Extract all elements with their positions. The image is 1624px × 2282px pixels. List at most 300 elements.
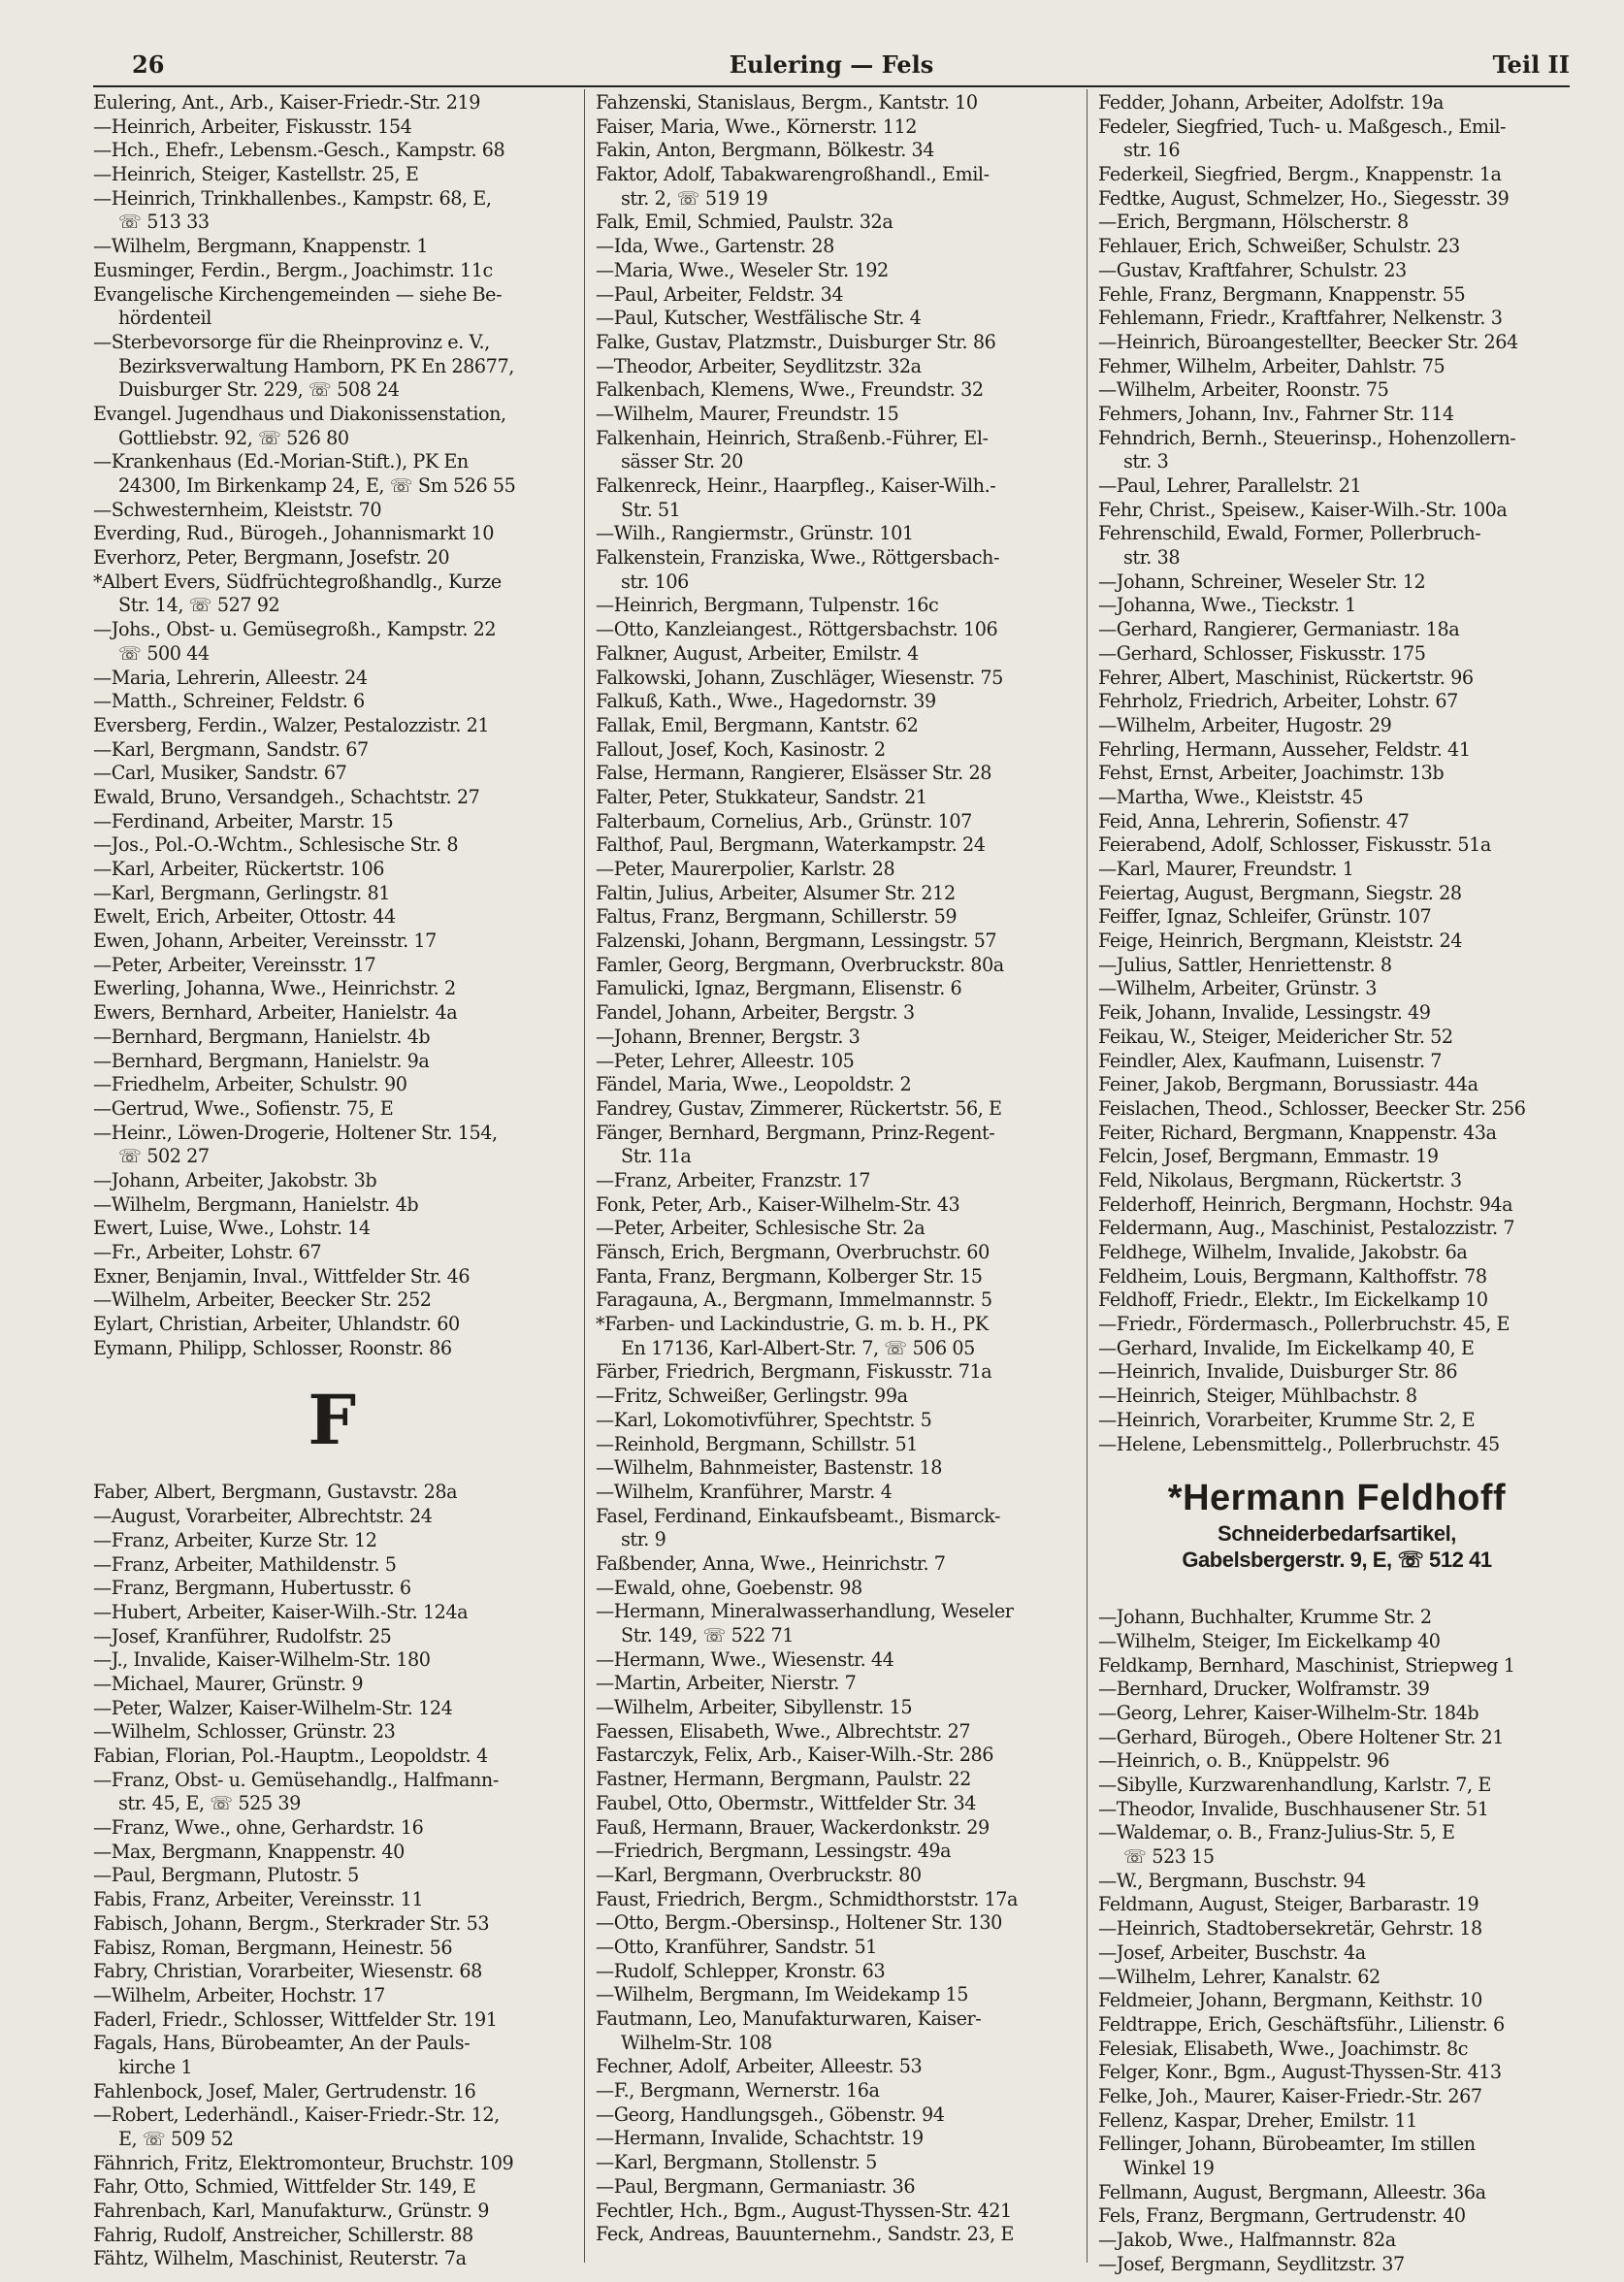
entry-line: —Wilhelm, Lehrer, Kanalstr. 62	[1098, 1965, 1380, 1988]
directory-entry	[596, 1241, 1073, 1265]
entry-continuation: str. 106	[621, 570, 689, 593]
directory-entry	[596, 115, 1073, 140]
directory-entry	[596, 833, 1073, 858]
entry-line: Falzenski, Johann, Bergmann, Lessingstr. 57	[596, 929, 997, 953]
ad-address: Gabelsbergerstr. 9, E, ☏ 512 41	[1182, 1548, 1492, 1573]
directory-entry	[1098, 690, 1575, 714]
directory-entry	[596, 1864, 1073, 1888]
entry-line: Ewers, Bernhard, Arbeiter, Hanielstr. 4a	[93, 1001, 458, 1025]
directory-entry	[1098, 1097, 1575, 1122]
directory-entry	[1098, 667, 1575, 691]
directory-entry	[93, 810, 570, 834]
entry-line: Falkenreck, Heinr., Haarpfleg., Kaiser-Wilh.-	[596, 474, 996, 497]
entry-line: —Heinrich, Büroangestellter, Beecker Str. 264	[1098, 330, 1518, 353]
directory-entry	[93, 546, 570, 570]
directory-entry	[1098, 211, 1575, 235]
directory-entry	[1098, 1001, 1575, 1026]
entry-line: —Bernhard, Bergmann, Hanielstr. 9a	[93, 1049, 430, 1072]
entry-line: Eymann, Philipp, Schlosser, Roonstr. 86	[93, 1336, 452, 1359]
entry-line: Feiner, Jakob, Bergmann, Borussiastr. 44a	[1098, 1073, 1478, 1096]
entry-line: —Heinrich, Stadtobersekretär, Gehrstr. 18	[1098, 1917, 1482, 1940]
entry-line: —Ida, Wwe., Gartenstr. 28	[596, 235, 834, 258]
entry-line: —Gertrud, Wwe., Sofienstr. 75, E	[93, 1096, 394, 1120]
entry-line: Fahzenski, Stanislaus, Bergm., Kantstr. 10	[596, 91, 978, 114]
directory-entry	[596, 474, 1073, 522]
entry-line: Falkuß, Kath., Wwe., Hagedornstr. 39	[596, 690, 936, 713]
entry-line: —Hubert, Arbeiter, Kaiser-Wilh.-Str. 124a	[93, 1600, 469, 1623]
page-header	[93, 50, 1570, 85]
entry-line: Ewert, Luise, Wwe., Lohstr. 14	[93, 1217, 371, 1240]
directory-entry	[596, 1193, 1073, 1218]
directory-entry	[596, 1911, 1073, 1936]
entry-line: —Johann, Brenner, Bergstr. 3	[596, 1025, 861, 1048]
entry-line: —Franz, Wwe., ohne, Gerhardstr. 16	[93, 1816, 424, 1840]
part-label: Teil II	[1492, 50, 1570, 79]
directory-entry	[596, 403, 1073, 427]
entry-line: —Josef, Arbeiter, Buschstr. 4a	[1098, 1940, 1366, 1964]
directory-entry	[596, 378, 1073, 403]
directory-entry	[93, 977, 570, 1001]
directory-entry	[1098, 1654, 1575, 1679]
directory-entry	[93, 522, 570, 546]
directory-entry	[93, 139, 570, 163]
directory-entry	[1098, 1145, 1575, 1169]
entry-continuation: Str. 14, ☏ 527 92	[118, 594, 280, 617]
directory-entry	[93, 1505, 570, 1529]
entry-line: —Schwesternheim, Kleiststr. 70	[93, 498, 382, 521]
directory-entry	[1098, 1193, 1575, 1218]
directory-entry	[596, 1217, 1073, 1241]
directory-entry	[1098, 187, 1575, 212]
entry-continuation: ☏ 523 15	[1123, 1845, 1215, 1869]
directory-entry	[1098, 259, 1575, 283]
entry-line: —Johann, Buchhalter, Krumme Str. 2	[1098, 1606, 1432, 1629]
entry-line: Evangel. Jugendhaus und Diakonissenstation,	[93, 402, 506, 425]
directory-entry	[596, 235, 1073, 259]
directory-entry	[93, 738, 570, 763]
directory-entry	[93, 1625, 570, 1649]
entry-line: Falterbaum, Cornelius, Arb., Grünstr. 107	[596, 809, 972, 832]
directory-entry	[1098, 1073, 1575, 1097]
directory-entry	[1098, 810, 1575, 834]
directory-entry	[93, 833, 570, 858]
directory-entry	[93, 1601, 570, 1625]
entry-continuation: str. 16	[1123, 139, 1181, 162]
directory-entry	[93, 1193, 570, 1218]
entry-line: Fallout, Josef, Koch, Kasinostr. 2	[596, 737, 886, 761]
entry-line: —Wilhelm, Arbeiter, Grünstr. 3	[1098, 977, 1377, 1000]
entry-line: —Gerhard, Invalide, Im Eickelkamp 40, E	[1098, 1336, 1475, 1359]
spacer	[1098, 1573, 1575, 1606]
directory-entry	[1098, 499, 1575, 523]
entry-line: Eylart, Christian, Arbeiter, Uhlandstr. 60	[93, 1313, 460, 1336]
entry-continuation: En 17136, Karl-Albert-Str. 7, ☏ 506 05	[621, 1336, 975, 1359]
entry-line: Fehst, Ernst, Arbeiter, Joachimstr. 13b	[1098, 762, 1445, 785]
entry-line: —Wilhelm, Bahnmeister, Bastenstr. 18	[596, 1456, 943, 1480]
entry-line: —Heinr., Löwen-Drogerie, Holtener Str. 154,	[93, 1121, 498, 1144]
entry-line: —Georg, Lehrer, Kaiser-Wilhelm-Str. 184b	[1098, 1701, 1479, 1724]
directory-entry	[93, 1026, 570, 1050]
directory-entry	[1098, 1265, 1575, 1289]
entry-line: Fautmann, Leo, Manufakturwaren, Kaiser-	[596, 2007, 982, 2030]
entry-line: Feldermann, Aug., Maschinist, Pestalozzistr. 7	[1098, 1217, 1515, 1240]
entry-line: Faiser, Maria, Wwe., Körnerstr. 112	[596, 114, 917, 138]
entry-continuation: hördenteil	[118, 307, 211, 330]
directory-entry	[93, 1960, 570, 1984]
entry-line: Fauß, Hermann, Brauer, Wackerdonkstr. 29	[596, 1815, 990, 1839]
entry-line: Fänsch, Erich, Bergmann, Overbruchstr. 60	[596, 1241, 990, 1263]
entry-line: Fellenz, Kaspar, Dreher, Emilstr. 11	[1098, 2108, 1417, 2132]
entry-line: Felesiak, Elisabeth, Wwe., Joachimstr. 8c	[1098, 2037, 1469, 2060]
entry-line: —Julius, Sattler, Henriettenstr. 8	[1098, 953, 1392, 976]
entry-line: —Gerhard, Schlosser, Fiskusstr. 175	[1098, 641, 1426, 665]
directory-entry	[1098, 91, 1575, 115]
entry-line: —Karl, Bergmann, Sandstr. 67	[93, 737, 369, 761]
entry-line: —Wilhelm, Kranführer, Marstr. 4	[596, 1480, 893, 1503]
directory-entry	[1098, 474, 1575, 499]
directory-column-1	[93, 91, 570, 2271]
entry-line: —Josef, Bergmann, Seydlitzstr. 37	[1098, 2252, 1405, 2275]
directory-entry	[1098, 929, 1575, 954]
entry-line: *Albert Evers, Südfrüchtegroßhandlg., Kurze	[93, 570, 502, 593]
entry-line: Falthof, Paul, Bergmann, Waterkampstr. 24	[596, 833, 986, 857]
entry-line: *Farben- und Lackindustrie, G. m. b. H., PK	[596, 1313, 989, 1336]
directory-entry	[1098, 714, 1575, 738]
entry-line: Fabisz, Roman, Bergmann, Heinestr. 56	[93, 1936, 453, 1959]
directory-entry	[93, 1744, 570, 1769]
directory-entry	[93, 667, 570, 691]
entry-line: Fänger, Bernhard, Bergmann, Prinz-Regent-	[596, 1121, 995, 1144]
entry-line: —Wilhelm, Maurer, Freundstr. 15	[596, 402, 899, 425]
entry-line: Fastarczyk, Felix, Arb., Kaiser-Wilh.-Str. 286	[596, 1744, 994, 1767]
directory-entry	[596, 810, 1073, 834]
entry-line: —Hch., Ehefr., Lebensm.-Gesch., Kampstr. 68	[93, 139, 505, 162]
entry-line: Fehrholz, Friedrich, Arbeiter, Lohstr. 67	[1098, 690, 1458, 713]
entry-line: Feldhoff, Friedr., Elektr., Im Eickelkamp 10	[1098, 1288, 1488, 1312]
directory-entry	[596, 259, 1073, 283]
entry-line: —Peter, Walzer, Kaiser-Wilhelm-Str. 124	[93, 1696, 453, 1719]
directory-entry	[93, 1241, 570, 1265]
directory-entry	[1098, 355, 1575, 379]
directory-entry	[596, 331, 1073, 355]
entry-line: —W., Bergmann, Buschstr. 94	[1098, 1869, 1366, 1892]
entry-line: Falke, Gustav, Platzmstr., Duisburger Str. 86	[596, 330, 996, 353]
directory-entry	[1098, 1409, 1575, 1433]
directory-entry	[93, 1697, 570, 1721]
entry-line: —Martin, Arbeiter, Nierstr. 7	[596, 1672, 857, 1695]
entry-line: —Gerhard, Bürogeh., Obere Holtener Str. 21	[1098, 1725, 1505, 1748]
entry-line: —Matth., Schreiner, Feldstr. 6	[93, 690, 365, 713]
directory-entry	[596, 1983, 1073, 2007]
directory-entry	[93, 2103, 570, 2151]
advertisement	[1098, 1476, 1575, 1573]
entry-line: —Helene, Lebensmittelg., Pollerbruchstr. 45	[1098, 1432, 1500, 1455]
directory-entry	[1098, 882, 1575, 906]
entry-line: Fagals, Hans, Bürobeamter, An der Pauls-	[93, 2032, 471, 2055]
directory-entry	[1098, 1122, 1575, 1146]
entry-line: —Bernhard, Bergmann, Hanielstr. 4b	[93, 1025, 431, 1048]
directory-entry	[1098, 642, 1575, 667]
entry-line: Ewald, Bruno, Versandgeh., Schachtstr. 27	[93, 785, 480, 808]
entry-line: Eulering, Ant., Arb., Kaiser-Friedr.-Str. 219	[93, 91, 480, 114]
entry-line: Feik, Johann, Invalide, Lessingstr. 49	[1098, 1001, 1431, 1025]
directory-entry	[1098, 1798, 1575, 1822]
entry-line: —Heinrich, Steiger, Kastellstr. 25, E	[93, 163, 419, 186]
directory-entry	[596, 905, 1073, 929]
entry-line: —Wilh., Rangiermstr., Grünstr. 101	[596, 522, 914, 545]
directory-entry	[1098, 2038, 1575, 2062]
directory-entry	[93, 1481, 570, 1505]
entry-continuation: 24300, Im Birkenkamp 24, E, ☏ Sm 526 55	[118, 474, 516, 497]
directory-entry	[596, 1744, 1073, 1768]
entry-line: —Karl, Arbeiter, Rückertstr. 106	[93, 858, 385, 880]
directory-entry	[93, 1265, 570, 1289]
entry-line: —Heinrich, Trinkhallenbes., Kampstr. 68, E,	[93, 186, 492, 210]
directory-entry	[596, 1505, 1073, 1552]
directory-entry	[1098, 1893, 1575, 1917]
entry-line: —Otto, Kanzleiangest., Röttgersbachstr. 106	[596, 618, 998, 641]
directory-entry	[93, 403, 570, 450]
directory-entry	[93, 1841, 570, 1865]
directory-entry	[1098, 115, 1575, 163]
directory-entry	[596, 1840, 1073, 1864]
directory-entry	[93, 786, 570, 810]
directory-entry	[93, 499, 570, 523]
entry-line: Feldheim, Louis, Bergmann, Kalthoffstr. 78	[1098, 1264, 1487, 1288]
directory-entry	[93, 2152, 570, 2176]
directory-entry	[596, 714, 1073, 738]
entry-line: —Peter, Lehrer, Alleestr. 105	[596, 1049, 855, 1072]
directory-entry	[93, 1529, 570, 1553]
directory-entry	[1098, 2133, 1575, 2180]
directory-entry	[596, 139, 1073, 163]
entry-line: —Karl, Bergmann, Stollenstr. 5	[596, 2151, 877, 2174]
entry-line: Feldkamp, Bernhard, Maschinist, Striepweg 1	[1098, 1653, 1515, 1677]
directory-entry	[596, 2007, 1073, 2055]
directory-entry	[1098, 2061, 1575, 2085]
directory-entry	[596, 1888, 1073, 1912]
entry-line: Fehrling, Hermann, Ausseher, Feldstr. 41	[1098, 737, 1471, 761]
directory-entry	[1098, 1169, 1575, 1193]
entry-line: Feldtrappe, Erich, Geschäftsführ., Lilienstr. 6	[1098, 2012, 1505, 2036]
directory-entry	[596, 1169, 1073, 1193]
directory-entry	[596, 1816, 1073, 1841]
entry-line: —Heinrich, Arbeiter, Fiskusstr. 154	[93, 114, 412, 138]
entry-line: Famulicki, Ignaz, Bergmann, Elisenstr. 6	[596, 977, 962, 1000]
entry-line: Fehlemann, Friedr., Kraftfahrer, Nelkenstr. 3	[1098, 307, 1503, 330]
entry-line: Faessen, Elisabeth, Wwe., Albrechtstr. 27	[596, 1719, 971, 1743]
entry-line: Feiffer, Ignaz, Schleifer, Grünstr. 107	[1098, 905, 1432, 929]
entry-line: —Wilhelm, Bergmann, Im Weidekamp 15	[596, 1983, 969, 2006]
directory-entry	[596, 1360, 1073, 1385]
directory-entry	[596, 642, 1073, 667]
entry-line: Everhorz, Peter, Bergmann, Josefstr. 20	[93, 546, 450, 570]
directory-entry	[93, 570, 570, 618]
directory-entry	[596, 427, 1073, 474]
entry-line: —August, Vorarbeiter, Albrechtstr. 24	[93, 1505, 433, 1528]
directory-entry	[93, 2224, 570, 2248]
page-number: 26	[132, 50, 165, 79]
directory-entry	[93, 954, 570, 978]
entry-continuation: str. 3	[1123, 450, 1169, 473]
directory-entry	[596, 1792, 1073, 1816]
directory-entry	[93, 1553, 570, 1578]
entry-line: —Franz, Bergmann, Hubertusstr. 6	[93, 1577, 411, 1600]
entry-line: Fedder, Johann, Arbeiter, Adolfstr. 19a	[1098, 91, 1444, 114]
directory-entry	[596, 283, 1073, 308]
entry-line: Fellmann, August, Bergmann, Alleestr. 36a	[1098, 2180, 1486, 2203]
entry-line: —Fritz, Schweißer, Gerlingstr. 99a	[596, 1385, 908, 1408]
directory-entry	[1098, 1821, 1575, 1869]
directory-entry	[1098, 378, 1575, 403]
directory-entry	[596, 2055, 1073, 2079]
entry-line: —Otto, Kranführer, Sandstr. 51	[596, 1935, 877, 1958]
directory-entry	[596, 1385, 1073, 1409]
entry-continuation: ☏ 502 27	[118, 1145, 210, 1168]
entry-line: —Johanna, Wwe., Tieckstr. 1	[1098, 594, 1356, 617]
entry-line: Fechtler, Hch., Bgm., August-Thyssen-Str. 421	[596, 2199, 1012, 2222]
entry-line: Fahr, Otto, Schmied, Wittfelder Str. 149, E	[93, 2175, 476, 2199]
entry-line: —Wilhelm, Arbeiter, Hochstr. 17	[93, 1983, 385, 2006]
directory-entry	[93, 905, 570, 929]
entry-line: Ewen, Johann, Arbeiter, Vereinsstr. 17	[93, 929, 437, 953]
directory-entry	[596, 1696, 1073, 1720]
entry-line: Fedeler, Siegfried, Tuch- u. Maßgesch., Emil-	[1098, 114, 1507, 138]
directory-entry	[93, 1001, 570, 1026]
directory-entry	[1098, 1941, 1575, 1966]
directory-entry	[1098, 1385, 1575, 1409]
entry-line: —Theodor, Invalide, Buschhausener Str. 51	[1098, 1797, 1489, 1820]
entry-line: —Johann, Arbeiter, Jakobstr. 3b	[93, 1168, 377, 1191]
directory-entry	[596, 2103, 1073, 2128]
entry-line: Fehrer, Albert, Maschinist, Rückertstr. 96	[1098, 666, 1474, 689]
directory-entry	[1098, 2204, 1575, 2229]
entry-line: Falk, Emil, Schmied, Paulstr. 32a	[596, 211, 893, 234]
entry-line: —Karl, Bergmann, Overbruckstr. 80	[596, 1863, 922, 1886]
entry-line: Fabian, Florian, Pol.-Hauptm., Leopoldstr. 4	[93, 1744, 488, 1767]
directory-entry	[596, 1936, 1073, 1960]
entry-line: Fabis, Franz, Arbeiter, Vereinsstr. 11	[93, 1888, 424, 1911]
directory-entry	[93, 91, 570, 115]
directory-entry	[93, 618, 570, 666]
entry-line: Fehrenschild, Ewald, Former, Pollerbruch-	[1098, 522, 1481, 545]
entry-line: Feige, Heinrich, Bergmann, Kleiststr. 24	[1098, 929, 1462, 953]
directory-entry	[93, 714, 570, 738]
directory-entry	[93, 1337, 570, 1361]
directory-entry	[596, 690, 1073, 714]
entry-line: Fasel, Ferdinand, Einkaufsbeamt., Bismarck-	[596, 1504, 1001, 1527]
entry-line: —Franz, Arbeiter, Kurze Str. 12	[93, 1528, 377, 1551]
entry-continuation: kirche 1	[118, 2055, 193, 2078]
directory-entry	[1098, 2109, 1575, 2134]
entry-line: —Josef, Kranführer, Rudolfstr. 25	[93, 1624, 392, 1647]
directory-entry	[1098, 307, 1575, 331]
advertiser-name: *Hermann Feldhoff	[1167, 1478, 1507, 1519]
directory-entry	[596, 163, 1073, 211]
directory-entry	[93, 187, 570, 235]
directory-entry	[1098, 762, 1575, 786]
directory-entry	[93, 1073, 570, 1097]
entry-line: Feldhege, Wilhelm, Invalide, Jakobstr. 6a	[1098, 1241, 1468, 1263]
entry-line: —Wilhelm, Bergmann, Knappenstr. 1	[93, 235, 429, 258]
entry-line: —Peter, Arbeiter, Vereinsstr. 17	[93, 953, 376, 976]
entry-line: —Franz, Obst- u. Gemüsehandlg., Halfmann-	[93, 1768, 499, 1791]
directory-entry	[93, 2032, 570, 2079]
entry-line: —Hermann, Mineralwasserhandlung, Weseler	[596, 1600, 1014, 1623]
directory-entry	[93, 1169, 570, 1193]
entry-line: —Max, Bergmann, Knappenstr. 40	[93, 1840, 405, 1863]
entry-line: Faßbender, Anna, Wwe., Heinrichstr. 7	[596, 1551, 946, 1575]
entry-continuation: Str. 51	[621, 498, 681, 521]
directory-entry	[93, 1984, 570, 2008]
entry-line: Fahrig, Rudolf, Anstreicher, Schillerstr. 88	[93, 2223, 473, 2246]
entry-line: Feiertag, August, Bergmann, Siegstr. 28	[1098, 881, 1462, 904]
directory-entry	[1098, 786, 1575, 810]
entry-line: —Jos., Pol.-O.-Wchtm., Schlesische Str. 8	[93, 833, 459, 857]
entry-line: —Karl, Lokomotivführer, Spechtstr. 5	[596, 1408, 932, 1431]
entry-line: Fallak, Emil, Bergmann, Kantstr. 62	[596, 713, 919, 736]
directory-entry	[1098, 618, 1575, 642]
directory-entry	[596, 1050, 1073, 1074]
directory-entry	[596, 977, 1073, 1001]
entry-line: Fähnrich, Fritz, Elektromonteur, Bruchstr. 109	[93, 2151, 514, 2174]
entry-line: —Friedhelm, Arbeiter, Schulstr. 90	[93, 1073, 407, 1096]
entry-line: Feikau, W., Steiger, Meidericher Str. 52	[1098, 1025, 1453, 1048]
directory-entry	[596, 954, 1073, 978]
entry-line: Fonk, Peter, Arb., Kaiser-Wilhelm-Str. 43	[596, 1192, 960, 1216]
directory-entry	[1098, 2181, 1575, 2205]
entry-line: —Erich, Bergmann, Hölscherstr. 8	[1098, 211, 1409, 234]
entry-line: —Gerhard, Rangierer, Germaniastr. 18a	[1098, 618, 1460, 641]
entry-line: —Rudolf, Schlepper, Kronstr. 63	[596, 1959, 886, 1982]
directory-entry	[1098, 1241, 1575, 1265]
directory-entry	[1098, 522, 1575, 570]
entry-line: —Reinhold, Bergmann, Schillstr. 51	[596, 1432, 919, 1455]
entry-continuation: Wilhelm-Str. 108	[621, 2031, 772, 2054]
directory-entry	[93, 2175, 570, 2200]
entry-line: Faubel, Otto, Obermstr., Wittfelder Str. 34	[596, 1791, 976, 1814]
directory-entry	[93, 929, 570, 954]
directory-entry	[1098, 2013, 1575, 2038]
directory-entry	[596, 1960, 1073, 1984]
directory-entry	[596, 355, 1073, 379]
directory-entry	[1098, 1360, 1575, 1385]
entry-line: —Paul, Bergmann, Plutostr. 5	[93, 1864, 359, 1887]
directory-entry	[596, 786, 1073, 810]
entry-line: Eversberg, Ferdin., Walzer, Pestalozzistr. 21	[93, 713, 490, 736]
entry-line: —Heinrich, Vorarbeiter, Krumme Str. 2, E	[1098, 1408, 1476, 1431]
entry-line: —Wilhelm, Arbeiter, Beecker Str. 252	[93, 1288, 432, 1312]
entry-continuation: Str. 149, ☏ 522 71	[621, 1624, 795, 1646]
directory-entry	[596, 2175, 1073, 2200]
directory-entry	[1098, 1870, 1575, 1894]
entry-line: —Friedrich, Bergmann, Lessingstr. 49a	[596, 1840, 952, 1863]
entry-line: —Waldemar, o. B., Franz-Julius-Str. 5, E	[1098, 1821, 1455, 1844]
entry-continuation: str. 9	[621, 1528, 666, 1551]
entry-continuation: sässer Str. 20	[621, 450, 743, 473]
entry-line: Feindler, Alex, Kaufmann, Luisenstr. 7	[1098, 1049, 1443, 1072]
directory-entry	[93, 163, 570, 187]
directory-entry	[93, 1097, 570, 1122]
entry-line: Famler, Georg, Bergmann, Overbruckstr. 80a	[596, 953, 1004, 976]
entry-line: Falkenbach, Klemens, Wwe., Freundstr. 32	[596, 378, 984, 402]
entry-line: —Wilhelm, Arbeiter, Roonstr. 75	[1098, 378, 1389, 402]
directory-entry	[1098, 1702, 1575, 1726]
directory-entry	[596, 2127, 1073, 2151]
entry-line: Felderhoff, Heinrich, Bergmann, Hochstr. 94a	[1098, 1192, 1513, 1216]
entry-line: —Heinrich, Steiger, Mühlbachstr. 8	[1098, 1385, 1417, 1408]
directory-entry	[93, 2080, 570, 2104]
